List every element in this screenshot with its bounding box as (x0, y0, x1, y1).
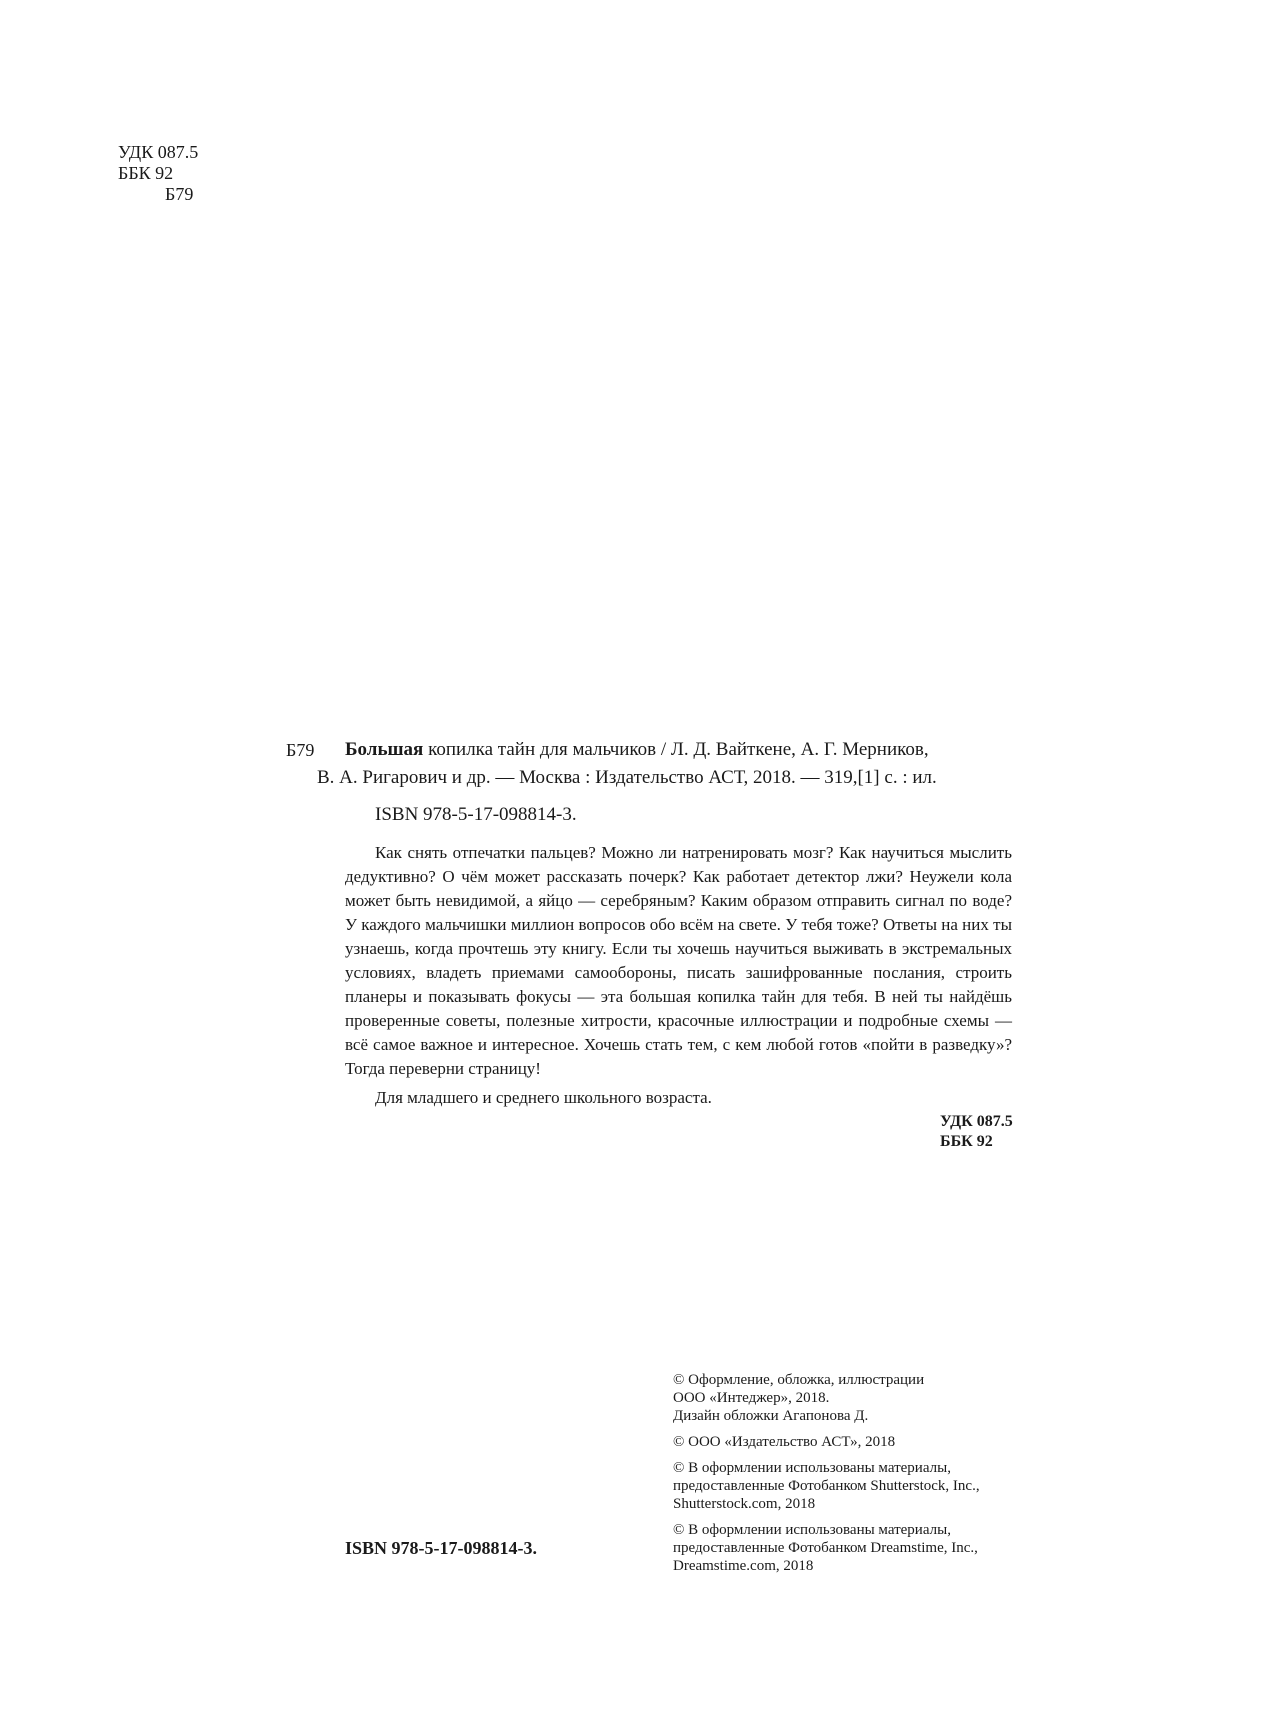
copyright-line: © В оформлении использованы материалы, (673, 1522, 951, 1538)
annotation-text: Как снять отпечатки пальцев? Можно ли натренировать мозг? Как научиться мыслить дедуктивно? О чём может рассказать почерк? Как работает детектор лжи? Неужели кола может быть невидимой, а яйцо — серебряным? Каким образом отправить сигнал по воде? У каждого мальчишки миллион вопросов обо всём на свете. У тебя тоже? Ответы на них ты узнаешь, когда прочтешь эту книгу. Если ты хочешь научиться выживать в экстремальных условиях, владеть приемами самообороны, писать зашифрованные послания, строить планеры и показывать фокусы — эта большая копилка тайн для тебя. В ней ты найдёшь проверенные советы, полезные хитрости, красочные иллюстрации и подробные схемы — всё самое важное и интересное. Хочешь стать тем, с кем любой готов «пойти в разведку»? Тогда переверни страницу! (345, 843, 1012, 1078)
record-title-bold: Большая (345, 739, 424, 760)
copyright-notice-design (673, 1371, 1033, 1425)
bbk-code: ББК 92 (118, 163, 174, 183)
copyright-line: Shutterstock.com, 2018 (673, 1496, 816, 1512)
isbn-bottom: ISBN 978-5-17-098814-3. (345, 1538, 537, 1558)
copyright-notice-shutterstock (673, 1459, 1033, 1513)
copyright-line: предоставленные Фотобанком Shutterstock, Inc., (673, 1478, 980, 1494)
record-line-2: В. А. Ригарович и др. — Москва : Издательство АСТ, 2018. — 319,[1] с. : ил. (317, 767, 937, 788)
cutter-code: Б79 (165, 184, 194, 204)
copyright-line: © В оформлении использованы материалы, (673, 1460, 951, 1476)
copyright-block (673, 1371, 1033, 1583)
copyright-line: © ООО «Издательство АСТ», 2018 (673, 1434, 896, 1450)
record-line-1-rest: копилка тайн для мальчиков / Л. Д. Вайткене, А. Г. Мерников, (423, 739, 929, 760)
udk-code: УДК 087.5 (118, 142, 199, 162)
copyright-line: © Оформление, обложка, иллюстрации (673, 1372, 925, 1388)
right-classification-codes (940, 1112, 1013, 1152)
top-classification-codes (118, 142, 198, 205)
copyright-line: Дизайн обложки Агапонова Д. (673, 1408, 869, 1424)
right-bbk-code: ББК 92 (940, 1133, 993, 1150)
right-udk-code: УДК 087.5 (940, 1113, 1013, 1130)
copyright-line: предоставленные Фотобанком Dreamstime, Inc., (673, 1540, 978, 1556)
audience-note: Для младшего и среднего школьного возраста. (375, 1088, 712, 1107)
copyright-line: ООО «Интеджер», 2018. (673, 1390, 830, 1406)
record-line-1 (345, 736, 1012, 764)
record-cutter-code: Б79 (286, 740, 315, 760)
copyright-notice-publisher (673, 1433, 1033, 1451)
record-isbn: ISBN 978-5-17-098814-3. (375, 804, 577, 825)
copyright-line: Dreamstime.com, 2018 (673, 1558, 814, 1574)
bibliographic-record (317, 736, 1012, 792)
copyright-notice-dreamstime (673, 1521, 1033, 1575)
